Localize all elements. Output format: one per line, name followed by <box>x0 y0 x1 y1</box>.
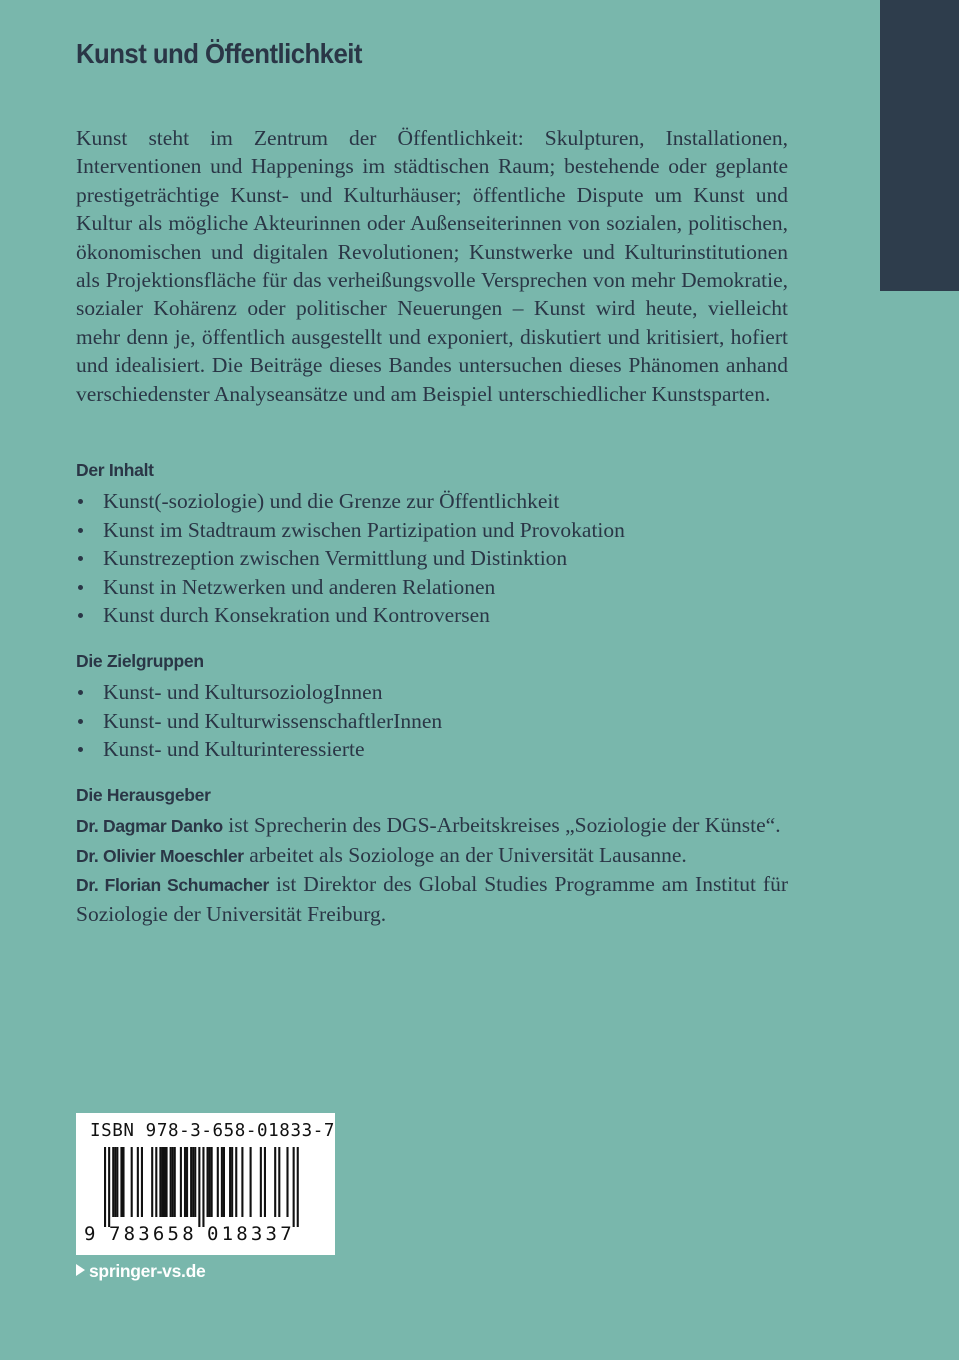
barcode-bar <box>211 1147 213 1217</box>
barcode-bars <box>76 1113 335 1255</box>
bullet-icon <box>78 585 83 590</box>
contents-list <box>76 487 625 630</box>
editor-name: Dr. Dagmar Danko <box>76 816 223 836</box>
barcode-bar <box>166 1147 168 1217</box>
barcode-bar <box>231 1147 233 1217</box>
editors-heading: Die Herausgeber <box>76 785 211 805</box>
barcode-bar <box>198 1147 200 1227</box>
cover-color-tab <box>880 0 959 291</box>
barcode-bar <box>163 1147 165 1217</box>
barcode-bar <box>155 1147 157 1217</box>
barcode-left-digits: 783658 <box>109 1223 197 1245</box>
editor-bio: ist Sprecherin des DGS-Arbeitskreises „Soziologie der Künste“. <box>222 813 781 837</box>
barcode-bar <box>190 1147 192 1217</box>
bullet-icon <box>78 556 83 561</box>
list-item: Kunst- und Kulturinteressierte <box>76 735 442 764</box>
barcode-bar <box>235 1147 237 1217</box>
barcode-bar <box>297 1147 299 1227</box>
barcode-bar <box>114 1147 116 1217</box>
bullet-icon <box>78 528 83 533</box>
barcode-bar <box>241 1147 243 1217</box>
barcode-bar <box>151 1147 153 1217</box>
barcode-bar <box>112 1147 114 1217</box>
publisher-url: springer-vs.de <box>89 1261 206 1281</box>
barcode-bar <box>221 1147 223 1217</box>
barcode-bar <box>137 1147 139 1217</box>
editor-bio: arbeitet als Soziologe an der Universität Lausanne. <box>243 842 687 867</box>
contents-heading: Der Inhalt <box>76 460 154 480</box>
barcode-bar <box>131 1147 133 1217</box>
list-item: Kunst- und KultursoziologInnen <box>76 678 442 707</box>
barcode-bar <box>161 1147 163 1217</box>
barcode-bar <box>286 1147 288 1217</box>
editor-entry <box>76 870 788 928</box>
barcode-bar <box>141 1147 143 1217</box>
editor-entry <box>76 841 788 871</box>
barcode-bar <box>194 1147 196 1217</box>
barcode-bar <box>260 1147 262 1217</box>
bullet-icon <box>78 690 83 695</box>
barcode-right-digits: 018337 <box>207 1223 295 1245</box>
barcode-bar <box>186 1147 188 1217</box>
bullet-icon <box>78 613 83 618</box>
barcode-bar <box>209 1147 211 1217</box>
barcode-bar <box>264 1147 266 1217</box>
intro-paragraph: Kunst steht im Zentrum der Öffentlichkeit: Skulpturen, Installationen, Interventionen und Happenings im städtischen Raum; bestehende oder geplante prestigeträchtige Kunst- und Kulturhäuser; öffentliche Dispute um Kunst und Kultur als mögliche Akteurinnen oder Außenseiterinnen von sozialen, politischen, ökonomischen und digitalen Revolutionen; Kunstwerke und Kulturinstitutionen als Projektionsfläche für das verheißungsvolle Versprechen von mehr Demokratie, sozialer Kohärenz oder politischer Neuerungen – Kunst wird heute, vielleicht mehr denn je, öffentlich ausgestellt und exponiert, diskutiert und kritisiert, hofiert und idealisiert. Die Beiträge dieses Bandes untersuchen dieses Phänomen anhand verschiedenster Analyseansätze und am Beispiel unterschiedlicher Kunstsparten. <box>76 126 788 406</box>
barcode-bar <box>120 1147 122 1217</box>
barcode-bar <box>122 1147 124 1217</box>
barcode-bar <box>293 1147 295 1227</box>
editor-bio: ist Direktor des Global Studies Programme am Institut für Soziologie der Universität Freiburg. <box>76 872 788 926</box>
audience-list <box>76 678 442 764</box>
barcode-bar <box>159 1147 161 1217</box>
play-arrow-icon <box>76 1264 85 1276</box>
barcode-bar <box>192 1147 194 1217</box>
bullet-icon <box>78 719 83 724</box>
editors-section <box>76 811 788 928</box>
isbn-barcode <box>76 1113 335 1255</box>
publisher-link[interactable] <box>76 1261 205 1282</box>
book-title: Kunst und Öffentlichkeit <box>76 38 362 69</box>
barcode-bar <box>250 1147 252 1217</box>
isbn-label: ISBN 978-3-658-01833-7 <box>90 1121 335 1141</box>
barcode-bar <box>217 1147 219 1217</box>
barcode-bar <box>116 1147 118 1217</box>
list-item: Kunst(-soziologie) und die Grenze zur Öffentlichkeit <box>76 487 625 516</box>
barcode-bar <box>278 1147 280 1217</box>
barcode-bar <box>207 1147 209 1217</box>
list-item: Kunst durch Konsekration und Kontroversen <box>76 601 625 630</box>
editor-entry <box>76 811 788 841</box>
barcode-bar <box>180 1147 182 1217</box>
editor-name: Dr. Olivier Moeschler <box>76 845 244 866</box>
barcode-first-digit: 9 <box>84 1223 96 1245</box>
audience-heading: Die Zielgruppen <box>76 651 204 671</box>
bullet-icon <box>78 747 83 752</box>
barcode-bar <box>172 1147 174 1217</box>
barcode-bar <box>174 1147 176 1217</box>
list-item: Kunst in Netzwerken und anderen Relationen <box>76 573 625 602</box>
barcode-bar <box>229 1147 231 1217</box>
list-item: Kunstrezeption zwischen Vermittlung und Distinktion <box>76 544 625 573</box>
barcode-bar <box>223 1147 225 1217</box>
list-item: Kunst im Stadtraum zwischen Partizipation und Provokation <box>76 516 625 545</box>
barcode-bar <box>202 1147 204 1227</box>
barcode-bar <box>170 1147 172 1217</box>
barcode-bar <box>184 1147 186 1217</box>
barcode-bar <box>104 1147 106 1227</box>
bullet-icon <box>78 499 83 504</box>
barcode-bar <box>274 1147 276 1217</box>
barcode-bar <box>108 1147 110 1227</box>
editor-name: Dr. Florian Schumacher <box>76 875 270 895</box>
list-item: Kunst- und KulturwissenschaftlerInnen <box>76 707 442 736</box>
